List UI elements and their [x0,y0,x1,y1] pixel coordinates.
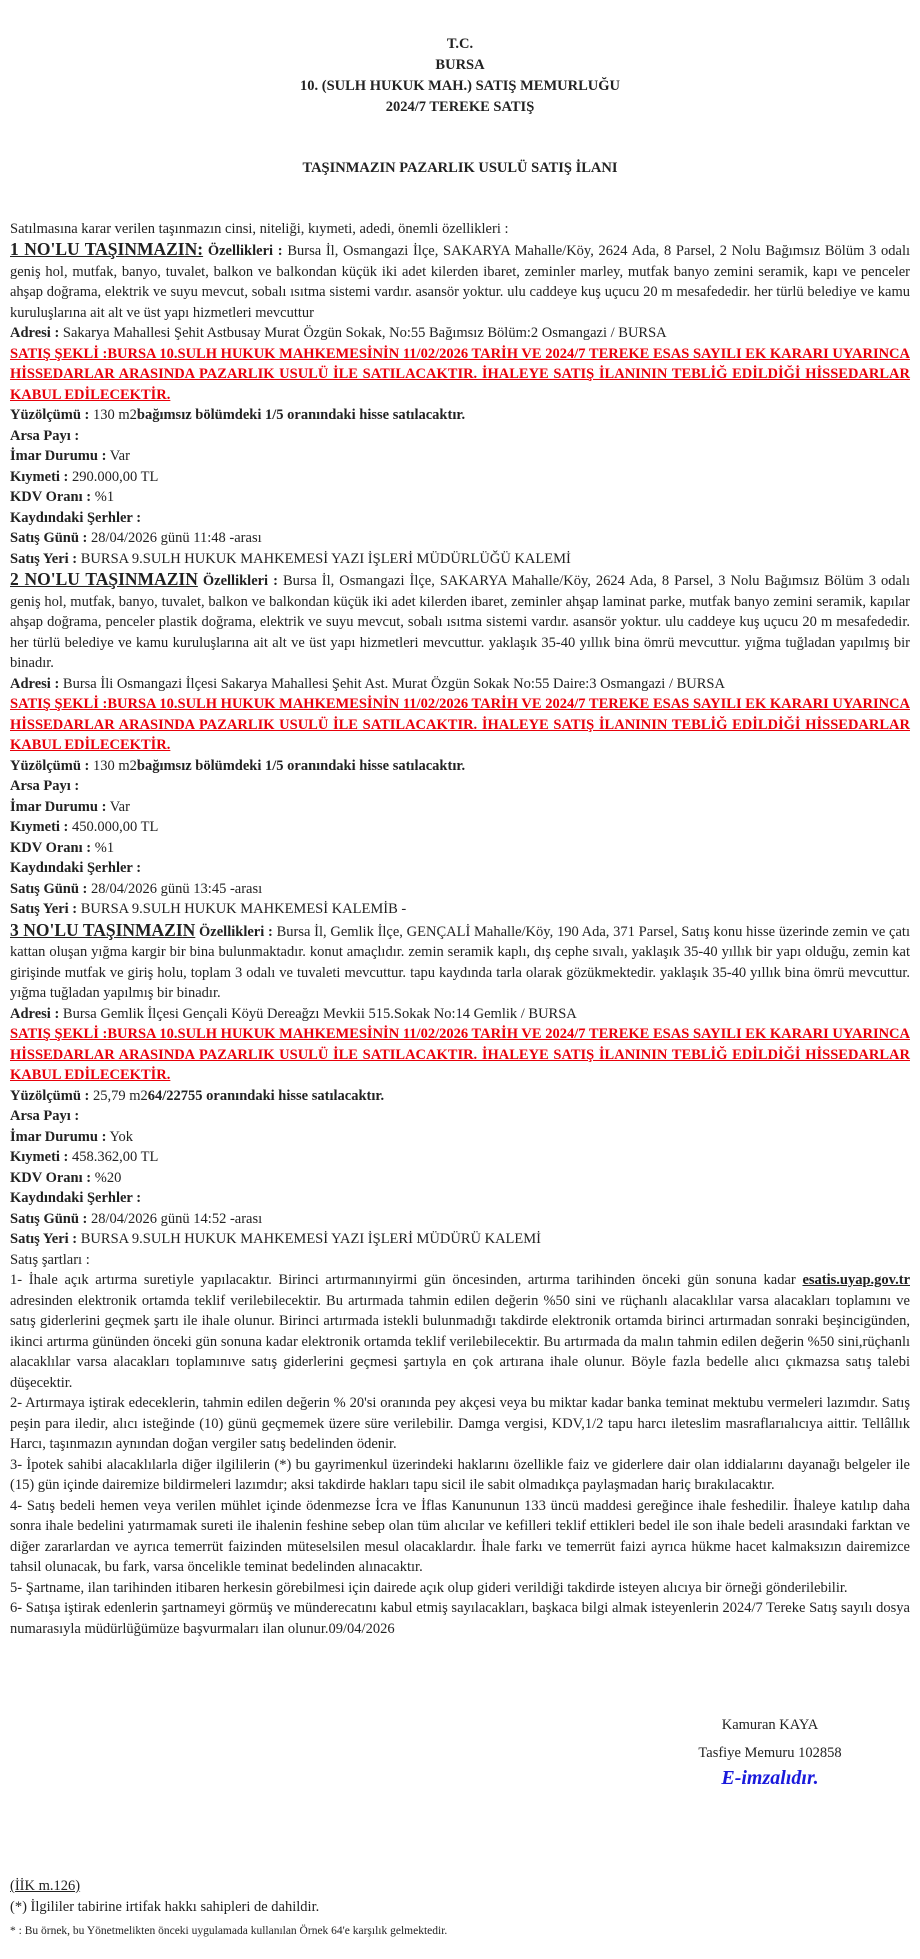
document-header [10,34,910,118]
e-signature-label: E-imzalıdır. [721,1767,819,1789]
condition-3: 3- İpotek sahibi alacaklılarla diğer ilgililerin (*) bu gayrimenkul üzerindeki haklarını özellikle faiz ve giderlere dair olan iddialarını dayanağı belgeler ile (15) gün içinde dairemize bildirmeleri lazımdır; aksi takdirde hakları tapu sicil ile sabit olmadıkça paylaşmadan hariç bırakılacaktır. [10,1456,910,1493]
property-1-annotations: Kaydındaki Şerhler : [10,509,142,526]
property-1-address: Adresi : Sakarya Mahallesi Şehit Astbusay Murat Özgün Sokak, No:55 Bağımsız Bölüm:2 Osmangazi / BURSA [10,325,667,341]
property-3-sale-place: Satış Yeri : BURSA 9.SULH HUKUK MAHKEMESİ YAZI İŞLERİ MÜDÜRÜ KALEMİ [10,1231,541,1247]
condition-5: 5- Şartname, ilan tarihinden itibaren herkesin görebilmesi için dairede açık olup gideri verildiği takdirde isteyen alıcıya bir örneği gönderilebilir. [10,1579,848,1596]
signature-name: Kamuran KAYA [721,1717,819,1733]
condition-2: 2- Artırmaya iştirak edeceklerin, tahmin edilen değerin % 20'si oranında pey akçesi veya bu miktar kadar banka teminat mektubu vermeleri lazımdır. Satış peşin para iledir, alıcı isteğinde (10) günü geçmemek üzere süre verilebilir. Damga vergisi, KDV,1/2 tapu harcı ileteslim masraflarıalıcıya aittir. Tellâllık Harcı, taşınmazın aynından doğan vergiler satış bedelinden ödenir. [10,1395,910,1452]
property-3 [10,920,910,1250]
condition-6: 6- Satışa iştirak edenlerin şartnameyi görmüş ve münderecatını kabul etmiş sayılacakları, başkaca bilgi almak isteyenlerin 2024/7 Tereke Satış sayılı dosya numarasıyla müdürlüğümüze başvurmaları ilan olunur.09/04/2026 [10,1600,910,1637]
property-1-vat: KDV Oranı : %1 [10,489,115,505]
property-1-heading: 1 NO'LU TAŞINMAZIN: [10,239,204,259]
property-3-annotations: Kaydındaki Şerhler : [10,1190,142,1206]
property-1-sale-date: Satış Günü : 28/04/2026 günü 11:48 -arası [10,530,262,546]
property-3-zoning: İmar Durumu : Yok [10,1128,134,1145]
property-1-zoning: İmar Durumu : Var [10,448,130,464]
footer-law-ref: (İİK m.126) [10,1878,81,1894]
property-1-sale-mode: SATIŞ ŞEKLİ :BURSA 10.SULH HUKUK MAHKEMESİNİN 11/02/2026 TARİH VE 2024/7 TEREKE ESAS SAYILI EK KARARI UYARINCA HİSSEDARLAR ARASINDA PAZARLIK USULÜ İLE SATILACAKTIR. İHALEYE SATIŞ İLANININ TEBLİĞ EDİLDİĞİ HİSSEDARLAR KABUL EDİLECEKTİR. [10,345,910,403]
property-2-area: Yüzölçümü : 130 m2bağımsız bölümdeki 1/5 oranındaki hisse satılacaktır. [10,757,466,774]
document-title: TAŞINMAZIN PAZARLIK USULÜ SATIŞ İLANI [302,160,618,176]
property-2 [10,569,910,920]
header-line-1: T.C. [446,36,474,52]
property-3-address: Adresi : Bursa Gemlik İlçesi Gençali Köyü Dereağzı Mevkii 515.Sokak No:14 Gemlik / BURSA [10,1005,577,1022]
property-2-annotations: Kaydındaki Şerhler : [10,860,142,876]
footer-note-2: * : Bu örnek, bu Yönetmelikten önceki uygulamada kullanılan Örnek 64'e karşılık gelmektedir. [10,1925,448,1937]
document-page [10,34,910,1639]
property-1-sale-place: Satış Yeri : BURSA 9.SULH HUKUK MAHKEMESİ YAZI İŞLERİ MÜDÜRLÜĞÜ KALEMİ [10,550,571,567]
property-1 [10,239,910,569]
property-2-sale-date: Satış Günü : 28/04/2026 günü 13:45 -arası [10,880,263,897]
property-2-sale-place: Satış Yeri : BURSA 9.SULH HUKUK MAHKEMESİ KALEMİB - [10,901,407,917]
footer-note-1: (*) İlgililer tabirine irtifak hakkı sahipleri de dahildir. [10,1899,320,1915]
property-2-sale-mode: SATIŞ ŞEKLİ :BURSA 10.SULH HUKUK MAHKEMESİNİN 11/02/2026 TARİH VE 2024/7 TEREKE ESAS SAYILI EK KARARI UYARINCA HİSSEDARLAR ARASINDA PAZARLIK USULÜ İLE SATILACAKTIR. İHALEYE SATIŞ İLANININ TEBLİĞ EDİLDİĞİ HİSSEDARLAR KABUL EDİLECEKTİR. [10,696,910,753]
sale-conditions [10,1250,910,1640]
property-3-value: Kıymeti : 458.362,00 TL [10,1149,159,1165]
conditions-title: Satış şartları : [10,1251,90,1268]
property-3-sale-mode: SATIŞ ŞEKLİ :BURSA 10.SULH HUKUK MAHKEMESİNİN 11/02/2026 TARİH VE 2024/7 TEREKE ESAS SAYILI EK KARARI UYARINCA HİSSEDARLAR ARASINDA PAZARLIK USULÜ İLE SATILACAKTIR. İHALEYE SATIŞ İLANININ TEBLİĞ EDİLDİĞİ HİSSEDARLAR KABUL EDİLECEKTİR. [10,1026,910,1083]
intro-text: Satılmasına karar verilen taşınmazın cinsi, niteliği, kıymeti, adedi, önemli özellikleri : [10,220,509,237]
property-2-vat: KDV Oranı : %1 [10,839,115,856]
property-3-features: 3 NO'LU TAŞINMAZIN Özellikleri : Bursa İl, Gemlik İlçe, GENÇALİ Mahalle/Köy, 190 Ada, 371 Parsel, Satış konu hisse üzerinde zemin ve çatı kattan oluşan yığma kargir bir bina bulunmaktadır. konut amaçlıdır. zemin seramik kaplı, dış cephe sıvalı, yaklaşık 35-40 yıllık bir yapı olduğu, zemin kat girişinde mutfak ve giriş holu, toplam 3 odalı ve tuvaleti mevcuttur. tapu kaydında tarla olarak gözükmektedir. yaklaşık 35-40 yıllık bina ömrü mevcuttur. yığma tuğladan yapılmış bir binadır. [10,919,910,1001]
property-1-features: 1 NO'LU TAŞINMAZIN: Özellikleri : Bursa İl, Osmangazi İlçe, SAKARYA Mahalle/Köy, 2624 Ada, 8 Parsel, 2 Nolu Bağımsız Bölüm 3 odalı geniş hol, mutfak, banyo, tuvalet, balkon ve balkondan küçük iki adet kilerden ibaret, zeminler marley, mutfak banyo zemini seramik, kapı ve penceler ahşap doğrama, elektrik ve suyu mevcut, sobalı ısıtma sistemi vardır. asansör yoktur. ulu caddeye kuş uçucu 20 m mesafededir. her türlü belediye ve kamu kuruluşlarına ait alt ve üst yapı hizmetleri mevcuttur [10,239,911,321]
property-3-area: Yüzölçümü : 25,79 m264/22755 oranındaki hisse satılacaktır. [10,1087,385,1104]
condition-1: 1- İhale açık artırma suretiyle yapılacaktır. Birinci artırmanınyirmi gün öncesinden, artırma tarihinden önceki gün sonuna kadar esatis.uyap.gov.tr adresinden elektronik ortamda teklif verilebilecektir. Bu artırmada tahmin edilen değerin %50 sini ve rüçhanlı alacaklılar varsa alacakları toplamını ve satış giderlerini geçmek şartı ile ihale olunur. Birinci artırmada istekli bulunmadığı takdirde elektronik ortamda birinci artırmadan sonraki beşincigünden, ikinci artırma gününden önceki gün sonuna kadar elektronik ortamda teklif verilebilecektir. Bu artırmada da malın tahmin edilen değerin %50 sini,rüçhanlı alacaklılar varsa alacakları toplamınıve satış giderlerini geçmesi şartıyla en çok artırana ihale olunur. Böyle fazla bedelle alıcı çıkmazsa satış talebi düşecektir. [10,1272,910,1391]
header-line-3: 10. (SULH HUKUK MAH.) SATIŞ MEMURLUĞU [300,78,620,94]
property-3-sale-date: Satış Günü : 28/04/2026 günü 14:52 -arası [10,1210,263,1227]
header-line-2: BURSA [435,57,485,73]
property-3-heading: 3 NO'LU TAŞINMAZIN [10,919,196,940]
property-2-features: 2 NO'LU TAŞINMAZIN Özellikleri : Bursa İl, Osmangazi İlçe, SAKARYA Mahalle/Köy, 2624 Ada, 8 Parsel, 3 Nolu Bağımsız Bölüm 3 odalı geniş hol, mutfak, banyo, tuvalet, balkon ve balkondan küçük iki adet kilerden ibaret, zeminler ahşap laminat parke, mutfak banyo zemini seramik, kapılar ahşap doğrama, penceler plastik doğrama, elektrik ve suyu mevcut, sobalı ısıtma sistemi vardır. asansör yoktur. ulu caddeye kuş uçucu 20 m mesafededir. her türlü belediye ve kamu kuruluşlarına ait alt ve üst yapı hizmetleri mevcuttur. yaklaşık 35-40 yıllık bina ömrü mevcuttur. yığma tuğladan yapılmış bir binadır. [10,569,911,671]
property-2-heading: 2 NO'LU TAŞINMAZIN [10,569,198,589]
property-1-value: Kıymeti : 290.000,00 TL [10,468,159,485]
property-3-vat: KDV Oranı : %20 [10,1169,122,1186]
property-2-address: Adresi : Bursa İli Osmangazi İlçesi Sakarya Mahallesi Şehit Ast. Murat Özgün Sokak No:55 Daire:3 Osmangazi / BURSA [10,675,725,692]
property-1-land-share: Arsa Payı : [10,427,80,444]
esatis-link[interactable]: esatis.uyap.gov.tr [802,1272,910,1288]
property-1-area: Yüzölçümü : 130 m2bağımsız bölümdeki 1/5 oranındaki hisse satılacaktır. [10,407,466,423]
property-2-zoning: İmar Durumu : Var [10,798,130,815]
header-line-4: 2024/7 TEREKE SATIŞ [385,99,535,115]
property-2-value: Kıymeti : 450.000,00 TL [10,819,159,835]
property-3-land-share: Arsa Payı : [10,1108,80,1124]
signature-role: Tasfiye Memuru 102858 [698,1745,842,1761]
property-2-land-share: Arsa Payı : [10,778,80,794]
condition-4: 4- Satış bedeli hemen veya verilen mühlet içinde ödenmezse İcra ve İflas Kanununun 133 üncü maddesi gereğince ihale feshedilir. İhaleye katılıp daha sonra ihale bedelini yatırmamak sureti ile ihalenin feshine sebep olan tüm alıcılar ve kefilleri teklif ettikleri bedel ile son ihale bedeli arasındaki farktan ve diğer zararlardan ve ayrıca temerrüt faizinden müteselsilen mesul olacaklardır. İhale farkı ve temerrüt faizi ayrıca hükme hacet kalmaksızın dairemizce tahsil olunacak, bu fark, varsa öncelikle teminat bedelinden alınacaktır. [10,1497,910,1575]
